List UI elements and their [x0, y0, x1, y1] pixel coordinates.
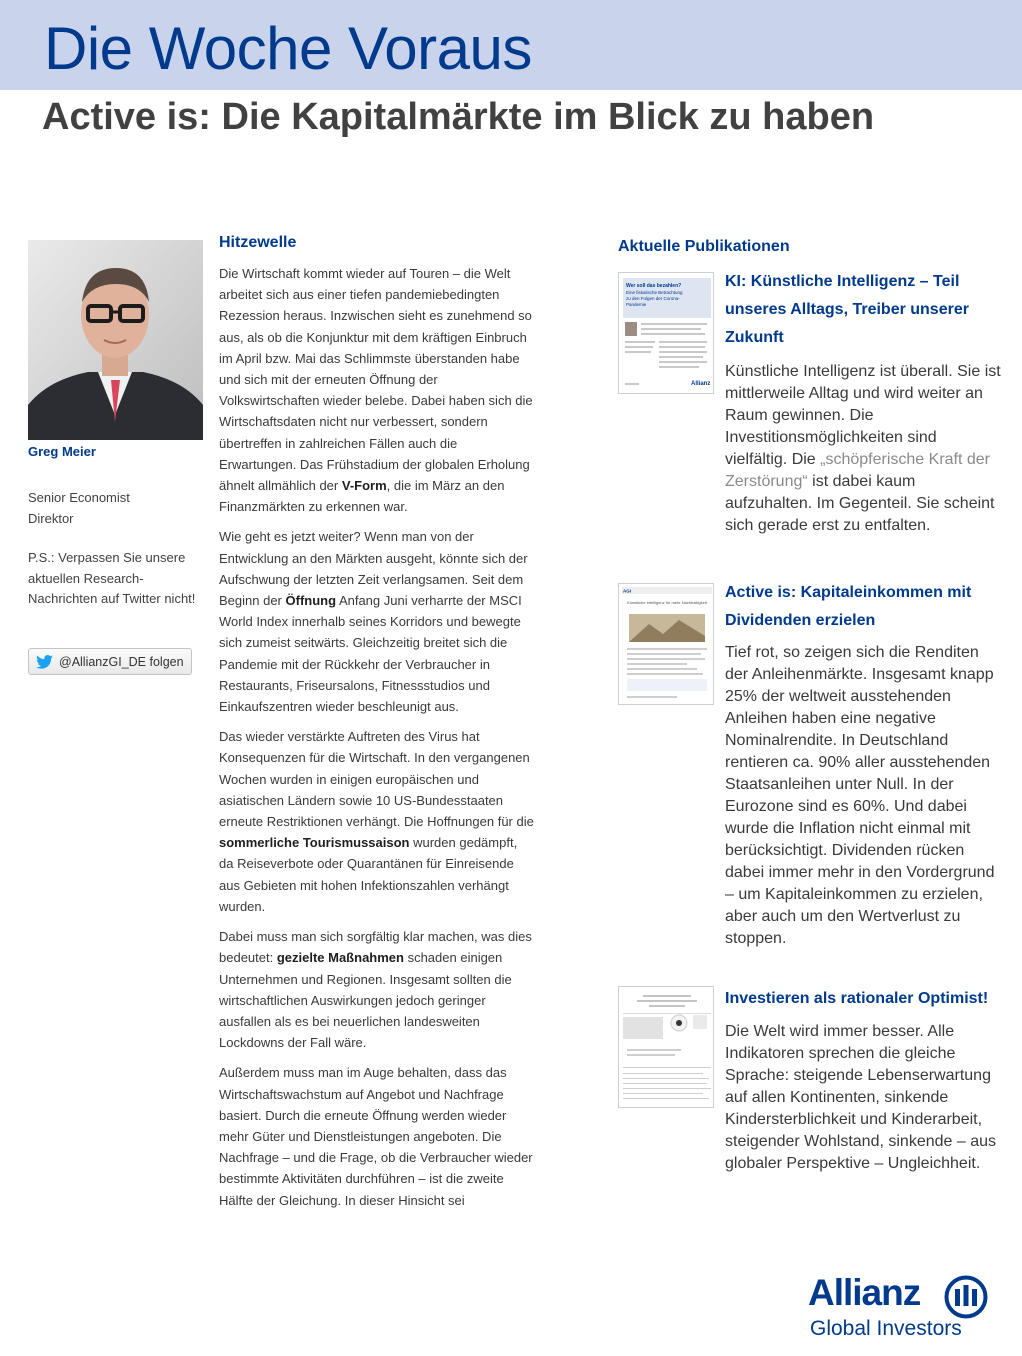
allianz-eagle-logo-icon — [944, 1275, 988, 1319]
twitter-follow-button[interactable] — [28, 648, 192, 675]
publication-cover-image — [619, 987, 714, 1108]
allianz-logo-subtitle: Global Investors — [810, 1317, 962, 1340]
publication-thumbnail-optimist[interactable] — [618, 986, 714, 1108]
article-paragraph: Dabei muss man sich sorgfältig klar machen, was dies bedeutet: gezielte Maßnahmen schaden einigen Unternehmen und Regionen. Insgesamt sollten die wirtschaftlichen Auswirkungen jedoch geringer ausfallen als es bei neuerlichen landesweiten Lockdowns der Fall wäre. — [219, 929, 532, 1051]
publications-heading: Aktuelle Publikationen — [618, 238, 790, 255]
publication-text-dividenden: Tief rot, so zeigen sich die Renditen der Anleihenmärkte. Insgesamt knapp 25% der weltweit ausstehenden Anleihen haben eine negative Nominalrendite. In Deutschland rentieren ca. 90% aller ausstehenden Staatsanleihen unter Null. In der Eurozone sind es 60%. Und dabei wurde die Inflation nicht einmal mit berücksichtigt. Dividenden rücken dabei immer mehr in den Vordergrund – um Kapitaleinkommen zu erzielen, aber auch um den Wertverlust zu stoppen. — [725, 644, 995, 947]
twitter-bird-icon — [36, 655, 53, 669]
svg-text:Allianz: Allianz — [691, 381, 711, 387]
author-photo — [28, 240, 203, 440]
article-paragraph: Die Wirtschaft kommt wieder auf Touren – die Welt arbeitet sich aus einer tiefen pandemiebedingten Rezession heraus. Inzwischen sieht es zunehmend so aus, als ob die Konjunktur mit dem kräftigen Einbruch im April bzw. Mai das Schlimmste überstanden habe und sich mit der erneuten Öffnung der Volkswirtschaften wieder belebe. Dabei haben sich die Wirtschaftsdaten nicht nur verbessert, sondern übertreffen in zahlreichen Fällen auch die Erwartungen. Das Frühstadium der globalen Erholung ähnelt allmählich der V-Form, die im März an den Finanzmärkten zu erkennen war. — [219, 266, 533, 515]
author-name: Greg Meier — [28, 444, 96, 459]
author-role-title: Senior Economist — [28, 490, 130, 505]
author-role-rank: Direktor — [28, 511, 74, 526]
publication-title-dividenden[interactable]: Active is: Kapitaleinkommen mit Dividenden erzielen — [725, 584, 972, 629]
page-subtitle: Active is: Die Kapitalmärkte im Blick zu haben — [42, 96, 875, 138]
svg-text:AGI: AGI — [623, 588, 632, 594]
publication-thumbnail-ki[interactable] — [618, 272, 714, 394]
keyword-gezielte-massnahmen: gezielte Maßnahmen — [276, 950, 404, 966]
publication-text-optimist: Die Welt wird immer besser. Alle Indikatoren sprechen die gleiche Sprache: steigende Lebenserwartung auf allen Kontinenten, sinkende Kindersterblichkeit und Kinderarbeit, steigender Wohlstand, sinkende – aus globaler Perspektive – Ungleichheit. — [725, 1023, 996, 1172]
page-title: Die Woche Voraus — [44, 15, 532, 82]
svg-text:Pandemie: Pandemie — [626, 302, 647, 307]
article-heading: Hitzewelle — [219, 234, 297, 251]
svg-text:Wer soll das bezahlen?: Wer soll das bezahlen? — [626, 283, 682, 289]
publication-text-ki: Künstliche Intelligenz ist überall. Sie ist mittlerweile Alltag und wird weiter an Raum gewinnen. Die Investitionsmöglichkeiten sind vielfältig. Die „schöpferische Kraft der Zerstörung“ ist dabei kaum aufzuhalten. Im Gegenteil. Sie scheint sich gerade erst zu entfalten. — [725, 363, 1001, 534]
article-body — [219, 233, 535, 1220]
publication-title-optimist[interactable]: Investieren als rationaler Optimist! — [725, 990, 989, 1007]
author-portrait-image — [28, 240, 203, 440]
article-paragraph: Außerdem muss man im Auge behalten, dass das Wirtschaftswachstum auf Angebot und Nachfrage basiert. Durch die erneute Öffnung werden wieder mehr Güter und Dienstleistungen angeboten. Die Nachfrage – und die Frage, ob die Verbraucher wieder bestimmte Aktivitäten durchführen – ist die zweite Hälfte der Gleichung. In dieser Hinsicht sei — [219, 1065, 533, 1208]
author-role — [28, 487, 130, 529]
keyword-v-form: V-Form — [341, 478, 387, 494]
svg-text:Eine fiskalische Betrachtung: Eine fiskalische Betrachtung — [626, 290, 683, 295]
twitter-follow-label: @AllianzGI_DE folgen — [59, 654, 184, 669]
allianz-logo-wordmark: Allianz — [808, 1272, 921, 1313]
publication-thumbnail-dividenden[interactable] — [618, 583, 714, 705]
svg-text:Künstliche Intelligenz für meh: Künstliche Intelligenz für mehr Nachhaltigkeit — [627, 600, 707, 605]
article-paragraph: Das wieder verstärkte Auftreten des Virus hat Konsequenzen für die Wirtschaft. In den vergangenen Wochen wurden in einigen europäischen und asiatischen Ländern sowie 10 US-Bundesstaaten erneute Restriktionen verhängt. Die Hoffnungen für die sommerliche Tourismussaison wurden gedämpft, da Reiseverbote oder Quarantänen für Einreisende aus Gebieten mit hohen Infektionszahlen verhängt wurden. — [219, 729, 534, 914]
publication-cover-image — [619, 273, 714, 394]
svg-text:zu den Folgen der Corona-: zu den Folgen der Corona- — [626, 296, 680, 301]
author-ps-note: P.S.: Verpassen Sie unsere aktuellen Research-Nachrichten auf Twitter nicht! — [28, 550, 196, 606]
publication-cover-image — [619, 584, 714, 705]
keyword-oeffnung: Öffnung — [285, 593, 337, 609]
article-paragraph: Wie geht es jetzt weiter? Wenn man von der Entwicklung an den Märkten ausgeht, könnte sich der Aufschwung der letzten Zeit verlangsamen. Seit dem Beginn der Öffnung Anfang Juni verharrte der MSCI World Index innerhalb seines Korridors und bewegte sich zumeist seitwärts. Gleichzeitig breitet sich die Pandemie mit der Rückkehr der Verbraucher in Restaurants, Friseursalons, Fitnessstudios und Einkaufszentren wieder beschleunigt aus. — [219, 529, 528, 715]
keyword-tourismussaison: sommerliche Tourismussaison — [219, 835, 410, 851]
publication-title-ki[interactable]: KI: Künstliche Intelligenz – Teil unseres Alltags, Treiber unserer Zukunft — [725, 273, 969, 346]
